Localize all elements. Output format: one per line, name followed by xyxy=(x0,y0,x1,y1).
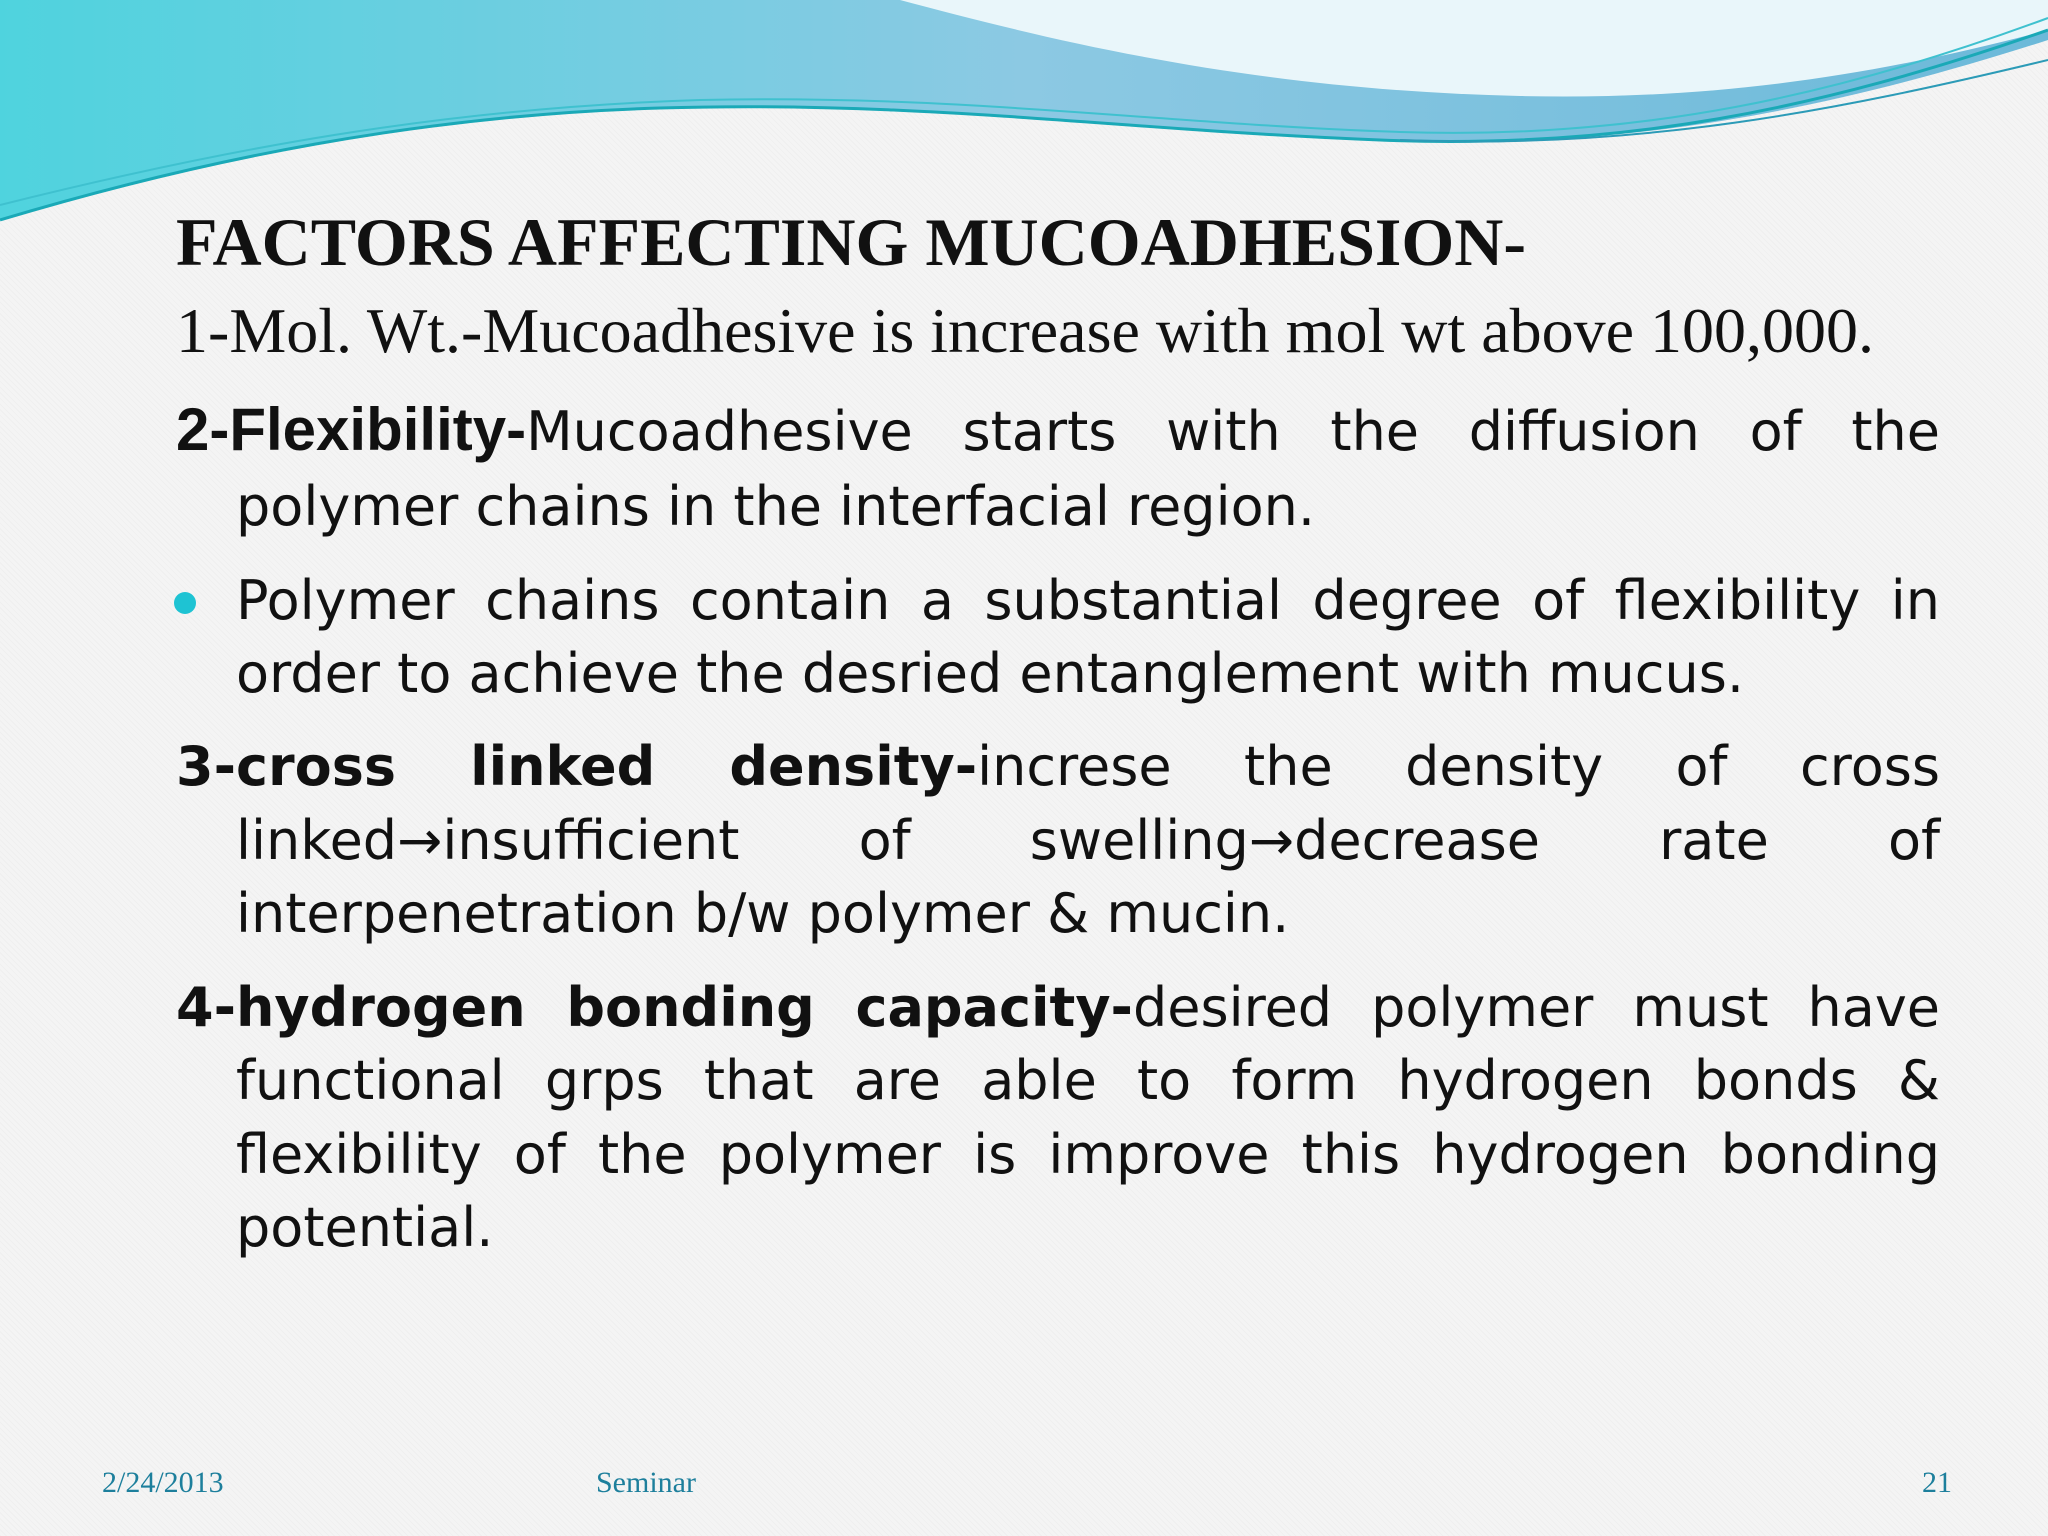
bullet-text: Polymer chains contain a substantial degree of flexibility in order to achieve the desried entanglement with mucus. xyxy=(236,568,1940,705)
factor-hydrogen-bonding xyxy=(176,971,1940,1265)
factor-3-text-b: insufficient of swelling xyxy=(442,808,1249,872)
flexibility-bullet xyxy=(176,564,1940,711)
factor-4-lead: 4-hydrogen bonding capacity- xyxy=(176,975,1133,1039)
factor-3-text-c: decrease rate of interpenetration b/w polymer & mucin. xyxy=(236,808,1940,946)
factor-3-text-a: increse the density of cross linked xyxy=(236,735,1940,872)
factor-2-text: Mucoadhesive starts with the diffusion of the polymer chains in the interfacial region. xyxy=(236,399,1940,539)
footer-page-number: 21 xyxy=(1922,1466,1952,1499)
right-arrow-icon: → xyxy=(397,808,443,872)
bullet-dot-icon xyxy=(174,592,196,614)
factor-4-text: desired polymer must have functional grps that are able to form hydrogen bonds & flexibility of the polymer is improve this hydrogen bonding potential. xyxy=(236,975,1940,1260)
slide-title: FACTORS AFFECTING MUCOADHESION- xyxy=(176,204,1527,280)
slide-content xyxy=(176,200,1940,1284)
factor-cross-linked-density xyxy=(176,730,1940,950)
factor-3-lead: 3-cross linked density- xyxy=(176,735,978,799)
factor-flexibility xyxy=(176,389,1940,544)
right-arrow-icon: → xyxy=(1248,808,1295,872)
factor-2-lead: 2-Flexibility- xyxy=(176,395,527,463)
footer-center-text: Seminar xyxy=(596,1466,696,1499)
footer-date: 2/24/2013 xyxy=(102,1466,224,1499)
factor-1-text: Mucoadhesive is increase with mol wt above 100,000. xyxy=(482,295,1875,366)
factor-molecular-weight xyxy=(176,293,1940,369)
factor-1-lead: 1-Mol. Wt.- xyxy=(176,295,483,366)
